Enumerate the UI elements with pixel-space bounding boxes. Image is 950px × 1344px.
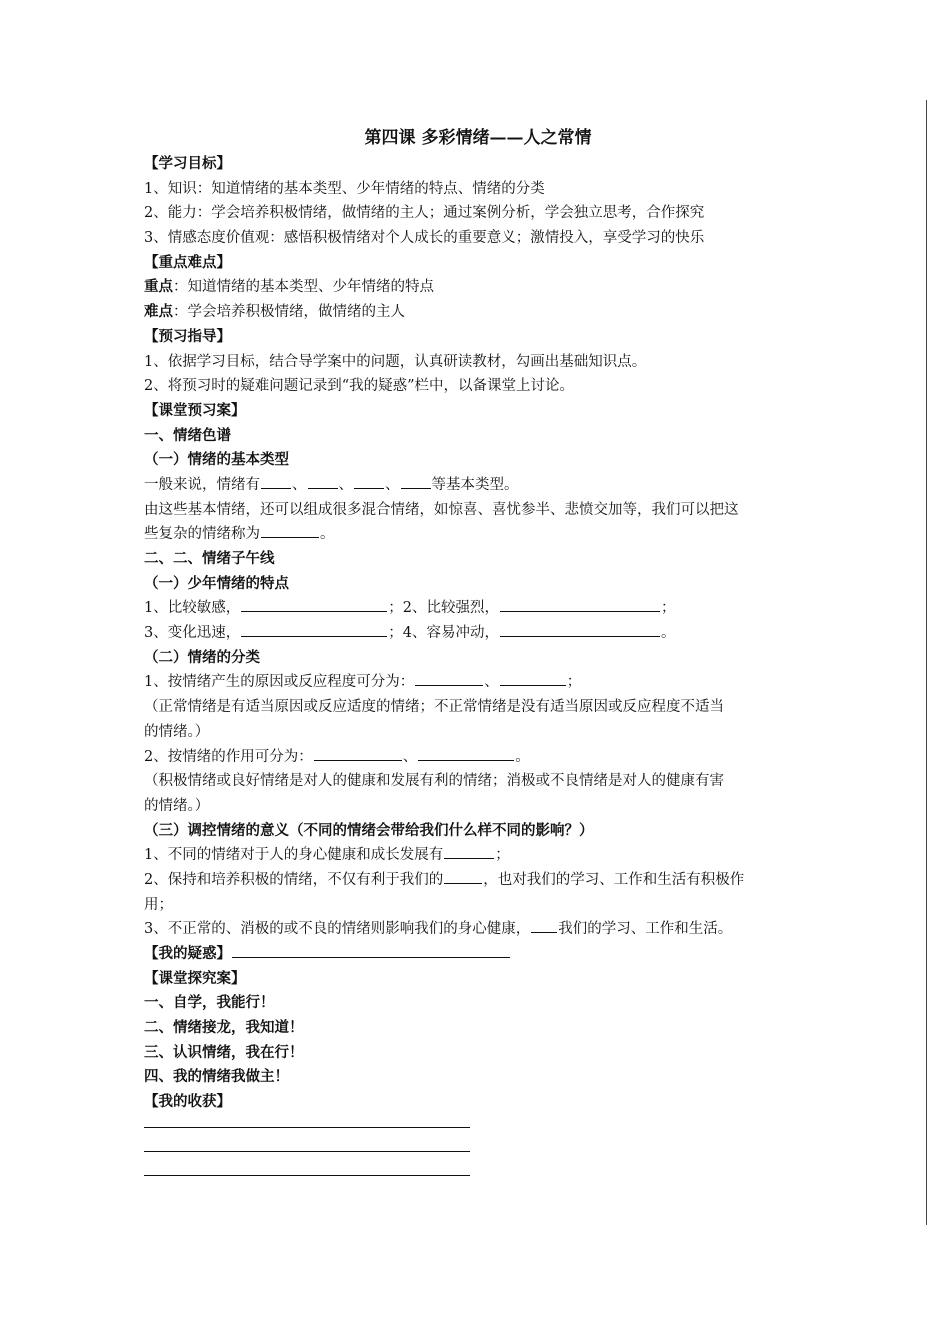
key-heading: 【重点难点】 bbox=[144, 253, 231, 271]
basic-types-end: 等基本类型。 bbox=[431, 476, 519, 493]
difficulty-label: 难点 bbox=[144, 303, 173, 321]
separator: 、 bbox=[402, 748, 418, 765]
fill-blank[interactable] bbox=[314, 746, 402, 761]
trait-text: ；4、容易冲动， bbox=[388, 625, 499, 642]
trait-text: 3、变化迅速， bbox=[144, 625, 241, 642]
punct: ； bbox=[566, 674, 582, 691]
meaning-line bbox=[144, 917, 812, 942]
fill-blank[interactable] bbox=[500, 622, 660, 637]
guide-item: 2、将预习时的疑难问题记录到“我的疑惑”栏中，以备课堂上讨论。 bbox=[144, 378, 575, 395]
harvest-answer-line[interactable] bbox=[144, 1151, 470, 1152]
preview-heading: 【课堂预习案】 bbox=[144, 401, 246, 419]
basic-types-text: 一般来说，情绪有 bbox=[144, 476, 260, 493]
trait-text: 1、比较敏感， bbox=[144, 600, 241, 617]
doubts-line bbox=[144, 942, 812, 967]
classify-text: 1、按情绪产生的原因或反应程度可分为： bbox=[144, 674, 415, 691]
separator: 、 bbox=[385, 476, 400, 493]
worksheet bbox=[144, 124, 812, 1176]
meaning-text: 3、不正常的、消极的或不良的情绪则影响我们的身心健康， bbox=[144, 921, 531, 938]
doubts-blank[interactable] bbox=[232, 943, 510, 958]
goal-item: 2、能力：学会培养积极情绪，做情绪的主人；通过案例分析，学会独立思考，合作探究 bbox=[144, 205, 705, 222]
explore-item: 四、我的情绪我做主！ bbox=[144, 1068, 289, 1086]
explore-item: 二、情绪接龙，我知道！ bbox=[144, 1019, 304, 1037]
fill-blank[interactable] bbox=[261, 523, 319, 538]
punct: 。 bbox=[660, 625, 676, 642]
guide-heading: 【预习指导】 bbox=[144, 327, 231, 345]
classify-line bbox=[144, 745, 812, 770]
meaning-text: 1、不同的情绪对于人的身心健康和成长发展有 bbox=[144, 847, 444, 864]
trait-text: ；2、比较强烈， bbox=[388, 600, 499, 617]
meaning-text: 2、保持和培养积极的情绪，不仅有利于我们的 bbox=[144, 871, 444, 888]
meaning-text: ，也对我们的学习、工作和生活有积极作 bbox=[483, 871, 745, 888]
fill-blank[interactable] bbox=[500, 597, 660, 612]
goals-heading: 【学习目标】 bbox=[144, 155, 231, 172]
harvest-answer-line[interactable] bbox=[144, 1127, 470, 1128]
traits-line bbox=[144, 596, 812, 621]
fill-blank[interactable] bbox=[531, 918, 557, 933]
focus-text: ：知道情绪的基本类型、少年情绪的特点 bbox=[173, 279, 434, 296]
explore-heading: 【课堂探究案】 bbox=[144, 969, 246, 987]
harvest-answer-line[interactable] bbox=[144, 1175, 470, 1176]
basic-types-line bbox=[144, 473, 812, 498]
fill-blank[interactable] bbox=[241, 622, 387, 637]
meaning-line bbox=[144, 843, 812, 868]
subsection-heading: （二）情绪的分类 bbox=[144, 648, 260, 666]
note-line: （正常情绪是有适当原因或反应适度的情绪；不正常情绪是没有适当原因或反应程度不适当 bbox=[144, 699, 724, 716]
fill-blank[interactable] bbox=[500, 671, 566, 686]
complex-line: 由这些基本情绪，还可以组成很多混合情绪，如惊喜、喜忧参半、悲愤交加等，我们可以把这 bbox=[144, 501, 739, 518]
separator: 、 bbox=[484, 674, 499, 691]
complex-text: 些复杂的情绪称为 bbox=[144, 526, 260, 543]
subsection-heading: （一）情绪的基本类型 bbox=[144, 451, 289, 469]
fill-blank[interactable] bbox=[444, 844, 494, 859]
goal-item: 1、知识：知道情绪的基本类型、少年情绪的特点、情绪的分类 bbox=[144, 180, 545, 197]
page-margin-line bbox=[926, 100, 927, 1225]
period: 。 bbox=[320, 526, 335, 543]
subsection-heading: （一）少年情绪的特点 bbox=[144, 574, 289, 592]
fill-blank[interactable] bbox=[261, 474, 291, 489]
harvest-heading: 【我的收获】 bbox=[144, 1093, 231, 1111]
section-heading: 二、二、情绪子午线 bbox=[144, 550, 275, 567]
fill-blank[interactable] bbox=[418, 746, 514, 761]
subsection-heading: （三）调控情绪的意义（不同的情绪会带给我们什么样不同的影响？） bbox=[144, 821, 594, 839]
goal-item: 3、情感态度价值观：感悟积极情绪对个人成长的重要意义；激情投入，享受学习的快乐 bbox=[144, 230, 705, 247]
fill-blank[interactable] bbox=[354, 474, 384, 489]
fill-blank[interactable] bbox=[241, 597, 387, 612]
difficulty-text: ：学会培养积极情绪，做情绪的主人 bbox=[173, 304, 405, 321]
guide-item: 1、依据学习目标，结合导学案中的问题，认真研读教材，勾画出基础知识点。 bbox=[144, 353, 647, 370]
meaning-line: 用； bbox=[144, 896, 173, 913]
meaning-text: 我们的学习、工作和生活。 bbox=[558, 921, 733, 938]
separator: 、 bbox=[338, 476, 353, 493]
traits-line bbox=[144, 621, 812, 646]
note-line: （积极情绪或良好情绪是对人的健康和发展有利的情绪；消极或不良情绪是对人的健康有害 bbox=[144, 773, 724, 790]
fill-blank[interactable] bbox=[415, 671, 483, 686]
note-line: 的情绪。） bbox=[144, 723, 210, 740]
meaning-line bbox=[144, 868, 812, 893]
complex-line bbox=[144, 522, 812, 547]
section-heading: 一、情绪色谱 bbox=[144, 426, 231, 444]
focus-label: 重点 bbox=[144, 278, 173, 296]
note-line: 的情绪。） bbox=[144, 797, 210, 814]
classify-line bbox=[144, 670, 812, 695]
explore-item: 一、自学，我能行！ bbox=[144, 994, 275, 1012]
separator: 、 bbox=[292, 476, 307, 493]
page-title: 第四课 多彩情绪——人之常情 bbox=[364, 128, 592, 148]
fill-blank[interactable] bbox=[444, 869, 482, 884]
punct: ； bbox=[495, 847, 510, 864]
explore-item: 三、认识情绪，我在行！ bbox=[144, 1043, 304, 1061]
punct: 。 bbox=[515, 748, 530, 765]
focus-line bbox=[144, 275, 812, 300]
fill-blank[interactable] bbox=[401, 474, 431, 489]
difficulty-line bbox=[144, 300, 812, 325]
classify-text: 2、按情绪的作用可分为： bbox=[144, 748, 313, 765]
doubts-heading: 【我的疑惑】 bbox=[144, 945, 231, 962]
fill-blank[interactable] bbox=[308, 474, 338, 489]
punct: ； bbox=[660, 600, 676, 617]
